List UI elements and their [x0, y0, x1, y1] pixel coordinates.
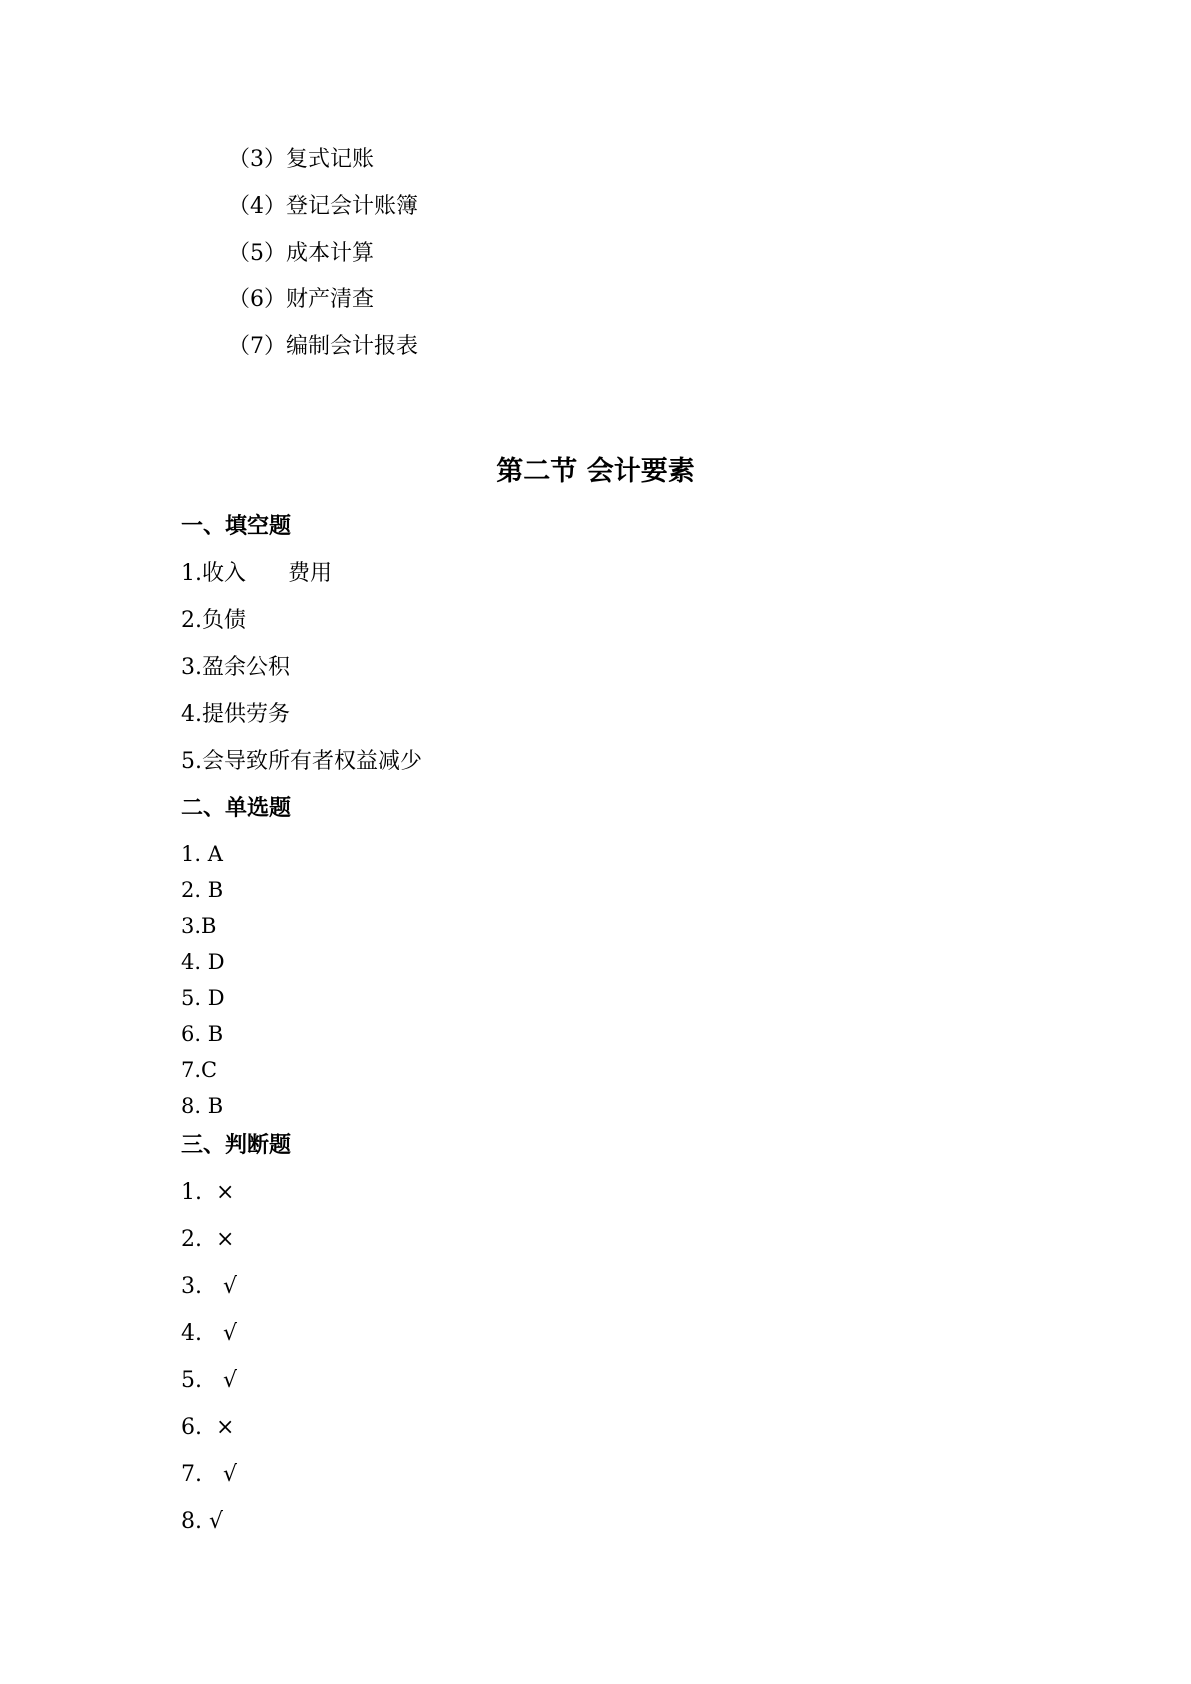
section-title: 第二节 会计要素 [496, 456, 695, 487]
answer-item: 5. √ [181, 1368, 237, 1393]
step-item: （3）复式记账 [228, 147, 374, 172]
answer-item: 5.会导致所有者权益减少 [181, 749, 422, 774]
answer-item: 2. B [181, 878, 224, 902]
answer-item: 6. B [181, 1022, 224, 1046]
answer-item: 4.提供劳务 [181, 702, 290, 727]
single-choice-heading: 二、单选题 [181, 796, 292, 821]
step-item: （4）登记会计账簿 [228, 194, 418, 219]
answer-item: 8. √ [181, 1509, 224, 1534]
true-false-heading: 三、判断题 [181, 1133, 292, 1158]
answer-item: 1. A [181, 842, 223, 866]
answer-item: 3.B [181, 914, 217, 938]
answer-item: 4. √ [181, 1321, 237, 1346]
answer-item: 1.收入 费用 [181, 561, 332, 586]
answer-item: 7. √ [181, 1462, 237, 1487]
answer-item: 7.C [181, 1058, 218, 1082]
answer-item: 2. × [181, 1227, 235, 1252]
step-item: （6）财产清查 [228, 287, 374, 312]
answer-item: 2.负债 [181, 608, 246, 633]
answer-item: 3. √ [181, 1274, 237, 1299]
answer-item: 3.盈余公积 [181, 655, 290, 680]
answer-item: 5. D [181, 986, 225, 1010]
answer-item: 1. × [181, 1180, 235, 1205]
fill-blank-heading: 一、填空题 [181, 514, 292, 539]
answer-item: 4. D [181, 950, 225, 974]
step-item: （5）成本计算 [228, 241, 374, 266]
answer-item: 8. B [181, 1094, 224, 1118]
step-item: （7）编制会计报表 [228, 334, 418, 359]
answer-item: 6. × [181, 1415, 235, 1440]
